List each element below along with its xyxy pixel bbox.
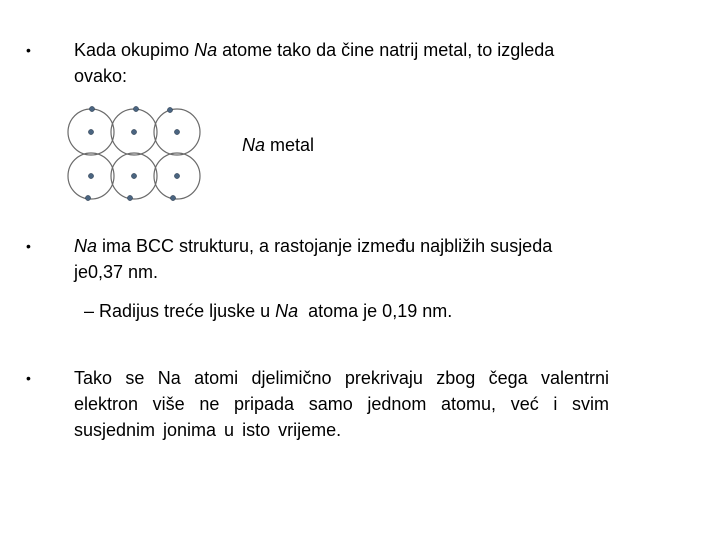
overlap-text: Tako se Na atomi djelimično prekrivaju zbog čega valentrni elektron više ne pripada samo jednom atomu, već i svim susjednim jonima u isto vrijeme. bbox=[74, 368, 609, 440]
bullet-dot: • bbox=[26, 42, 31, 58]
radius-na-italic: Na bbox=[275, 301, 299, 321]
nucleus-dot bbox=[131, 129, 136, 134]
intro-text-pre: Kada okupimo bbox=[74, 40, 195, 60]
nucleus-dot bbox=[88, 173, 93, 178]
sub-bullet-radius bbox=[84, 298, 604, 324]
nucleus-dot bbox=[174, 129, 179, 134]
na-metal-label bbox=[242, 133, 314, 157]
intro-text bbox=[74, 37, 634, 89]
valence-electron bbox=[170, 195, 175, 200]
nucleus-dot bbox=[174, 173, 179, 178]
valence-electron bbox=[89, 106, 94, 111]
valence-electron bbox=[167, 107, 172, 112]
sodium-atoms-diagram bbox=[58, 100, 220, 212]
valence-electron bbox=[133, 106, 138, 111]
bullet-dot: • bbox=[26, 238, 31, 254]
radius-text-pre: Radijus treće ljuske u bbox=[99, 301, 276, 321]
valence-electron bbox=[85, 195, 90, 200]
na-metal-italic: Na bbox=[242, 135, 266, 155]
na-metal-text: metal bbox=[265, 135, 315, 155]
nucleus-dot bbox=[131, 173, 136, 178]
intro-na-italic: Na bbox=[194, 40, 218, 60]
radius-text-post: atoma je 0,19 nm. bbox=[298, 301, 453, 321]
bcc-na-italic: Na bbox=[74, 236, 98, 256]
sub-bullet-dash: – bbox=[84, 301, 95, 321]
nucleus-dot bbox=[88, 129, 93, 134]
bcc-text bbox=[74, 233, 654, 285]
bcc-text-line2: je0,37 nm. bbox=[74, 262, 159, 282]
valence-electron bbox=[127, 195, 132, 200]
bcc-text-post: ima BCC strukturu, a rastojanje između najbližih susjeda bbox=[97, 236, 553, 256]
intro-text-line2: ovako: bbox=[74, 66, 128, 86]
bullet-dot: • bbox=[26, 370, 31, 386]
intro-text-post: atome tako da čine natrij metal, to izgleda bbox=[217, 40, 555, 60]
